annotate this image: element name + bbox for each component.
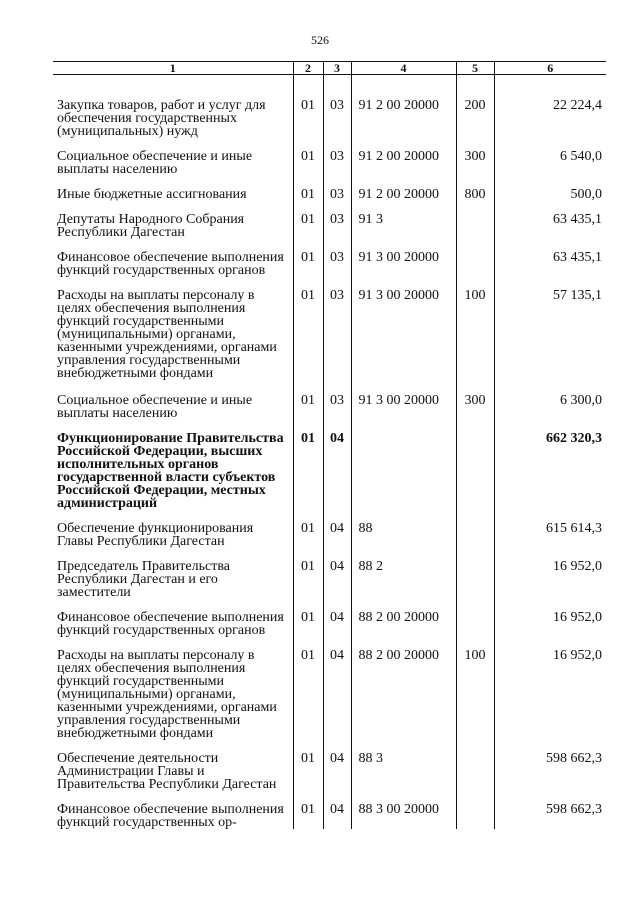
subsection-code-cell: 04	[323, 752, 351, 791]
target-item-cell: 88 3	[351, 752, 456, 791]
spacer-cell	[323, 75, 351, 100]
target-item-cell: 91 3 00 20000	[351, 289, 456, 380]
table-row	[53, 522, 606, 548]
amount-cell: 63 435,1	[494, 213, 606, 239]
spacer-cell	[456, 510, 494, 522]
column-header: 5	[456, 62, 494, 75]
table-row	[53, 394, 606, 420]
subsection-code-cell: 03	[323, 213, 351, 239]
spacer-cell	[494, 380, 606, 394]
name-cell: Расходы на выплаты персоналу в целях обеспечения выполнения функций государственными (муниципальными) органами, казенными учреждениями, органами управления государственными внебюджетными фондами	[57, 288, 277, 381]
section-code-cell: 01	[293, 752, 323, 791]
name-cell: Финансовое обеспечение выполнения функций государственных органов	[57, 250, 284, 278]
spacer-cell	[456, 740, 494, 752]
section-code-cell: 01	[293, 611, 323, 637]
amount-cell: 16 952,0	[494, 611, 606, 637]
target-item-cell: 91 2 00 20000	[351, 188, 456, 201]
target-item-cell: 91 3 00 20000	[351, 251, 456, 277]
spacer-cell	[293, 75, 323, 100]
section-code-cell: 01	[293, 394, 323, 420]
budget-table	[53, 61, 606, 829]
expense-type-cell: 300	[456, 394, 494, 420]
spacer-cell	[456, 599, 494, 611]
expense-type-cell: 800	[456, 188, 494, 201]
spacer-cell	[351, 75, 456, 100]
column-header: 3	[323, 62, 351, 75]
target-item-cell: 91 2 00 20000	[351, 99, 456, 138]
target-item-cell: 88 3 00 20000	[351, 803, 456, 829]
expense-type-cell: 200	[456, 99, 494, 138]
column-header: 2	[293, 62, 323, 75]
name-cell: Обеспечение деятельности Администрации Главы и Правительства Республики Дагестан	[57, 751, 277, 792]
target-item-cell: 91 3 00 20000	[351, 394, 456, 420]
subsection-code-cell: 04	[323, 432, 351, 510]
table-row	[53, 752, 606, 791]
expense-type-cell	[456, 251, 494, 277]
column-header: 1	[53, 62, 293, 75]
section-code-cell: 01	[293, 289, 323, 380]
spacer-cell	[293, 380, 323, 394]
target-item-cell: 91 2 00 20000	[351, 150, 456, 176]
target-item-cell: 88 2	[351, 560, 456, 599]
target-item-cell	[351, 432, 456, 510]
spacer-cell	[456, 548, 494, 560]
page-number: 526	[311, 33, 329, 47]
expense-type-cell: 100	[456, 289, 494, 380]
table-row	[53, 251, 606, 277]
section-code-cell: 01	[293, 432, 323, 510]
section-code-cell: 01	[293, 522, 323, 548]
amount-cell: 598 662,3	[494, 752, 606, 791]
expense-type-cell	[456, 611, 494, 637]
table-row	[53, 213, 606, 239]
table-row	[53, 803, 606, 829]
spacer-cell	[351, 380, 456, 394]
amount-cell: 16 952,0	[494, 560, 606, 599]
spacer-cell	[456, 239, 494, 251]
amount-cell: 16 952,0	[494, 649, 606, 740]
expense-type-cell: 100	[456, 649, 494, 740]
expense-type-cell	[456, 213, 494, 239]
name-cell: Расходы на выплаты персоналу в целях обеспечения выполнения функций государственными (муниципальными) органами, казенными учреждениями, органами управления государственными внебюджетными фондами	[57, 648, 277, 741]
subsection-code-cell: 04	[323, 611, 351, 637]
spacer-cell	[456, 791, 494, 803]
expense-type-cell	[456, 752, 494, 791]
expense-type-cell	[456, 803, 494, 829]
section-code-cell: 01	[293, 188, 323, 201]
name-cell: Обеспечение функционирования Главы Республики Дагестан	[57, 521, 254, 549]
spacer-cell	[323, 380, 351, 394]
subsection-code-cell: 04	[323, 649, 351, 740]
section-code-cell: 01	[293, 649, 323, 740]
spacer-cell	[53, 380, 293, 394]
table-row	[53, 560, 606, 599]
name-cell: Председатель Правительства Республики Дагестан и его заместители	[57, 559, 230, 600]
table-row	[53, 188, 606, 201]
subsection-code-cell: 04	[323, 522, 351, 548]
spacer-cell	[456, 201, 494, 213]
table-header-row	[53, 62, 606, 75]
section-code-cell: 01	[293, 560, 323, 599]
amount-cell: 6 540,0	[494, 150, 606, 176]
column-header: 4	[351, 62, 456, 75]
target-item-cell: 91 3	[351, 213, 456, 239]
amount-cell: 662 320,3	[494, 432, 606, 510]
table-row	[53, 432, 606, 510]
expense-type-cell	[456, 432, 494, 510]
table-row	[53, 611, 606, 637]
subsection-code-cell: 03	[323, 289, 351, 380]
subsection-code-cell: 04	[323, 803, 351, 829]
spacer-cell	[494, 75, 606, 100]
table-body	[53, 75, 606, 830]
amount-cell: 57 135,1	[494, 289, 606, 380]
subsection-code-cell: 03	[323, 251, 351, 277]
spacer-cell	[456, 420, 494, 432]
name-cell: Социальное обеспечение и иные выплаты населению	[57, 149, 253, 177]
section-code-cell: 01	[293, 251, 323, 277]
table-row	[53, 99, 606, 138]
row-spacer	[53, 380, 606, 394]
subsection-code-cell: 03	[323, 394, 351, 420]
table-row	[53, 649, 606, 740]
column-header: 6	[494, 62, 606, 75]
section-code-cell: 01	[293, 99, 323, 138]
spacer-cell	[53, 75, 293, 100]
target-item-cell: 88 2 00 20000	[351, 611, 456, 637]
name-cell: Социальное обеспечение и иные выплаты населению	[57, 393, 253, 421]
expense-type-cell: 300	[456, 150, 494, 176]
target-item-cell: 88	[351, 522, 456, 548]
name-cell: Закупка товаров, работ и услуг для обеспечения государственных (муниципальных) нужд	[57, 98, 266, 139]
table-row	[53, 289, 606, 380]
table-row	[53, 150, 606, 176]
name-cell: Депутаты Народного Собрания Республики Дагестан	[57, 212, 245, 240]
subsection-code-cell: 04	[323, 560, 351, 599]
amount-cell: 500,0	[494, 188, 606, 201]
section-code-cell: 01	[293, 150, 323, 176]
target-item-cell: 88 2 00 20000	[351, 649, 456, 740]
row-spacer	[53, 75, 606, 100]
name-cell: Иные бюджетные ассигнования	[57, 187, 247, 202]
spacer-cell	[351, 420, 456, 432]
spacer-cell	[456, 380, 494, 394]
amount-cell: 63 435,1	[494, 251, 606, 277]
subsection-code-cell: 03	[323, 99, 351, 138]
spacer-cell	[456, 75, 494, 100]
name-cell: Финансовое обеспечение выполнения функций государственных органов	[57, 610, 284, 638]
subsection-code-cell: 03	[323, 150, 351, 176]
amount-cell: 6 300,0	[494, 394, 606, 420]
expense-type-cell	[456, 560, 494, 599]
subsection-code-cell: 03	[323, 188, 351, 201]
amount-cell: 615 614,3	[494, 522, 606, 548]
amount-cell: 598 662,3	[494, 803, 606, 829]
name-cell: Финансовое обеспечение выполнения функций государственных ор-	[57, 802, 284, 830]
section-code-cell: 01	[293, 803, 323, 829]
name-cell: Функционирование Правительства Российской Федерации, высших исполнительных органов государственной власти субъектов Российской Федерации, местных администраций	[57, 431, 284, 511]
expense-type-cell	[456, 522, 494, 548]
amount-cell: 22 224,4	[494, 99, 606, 138]
section-code-cell: 01	[293, 213, 323, 239]
